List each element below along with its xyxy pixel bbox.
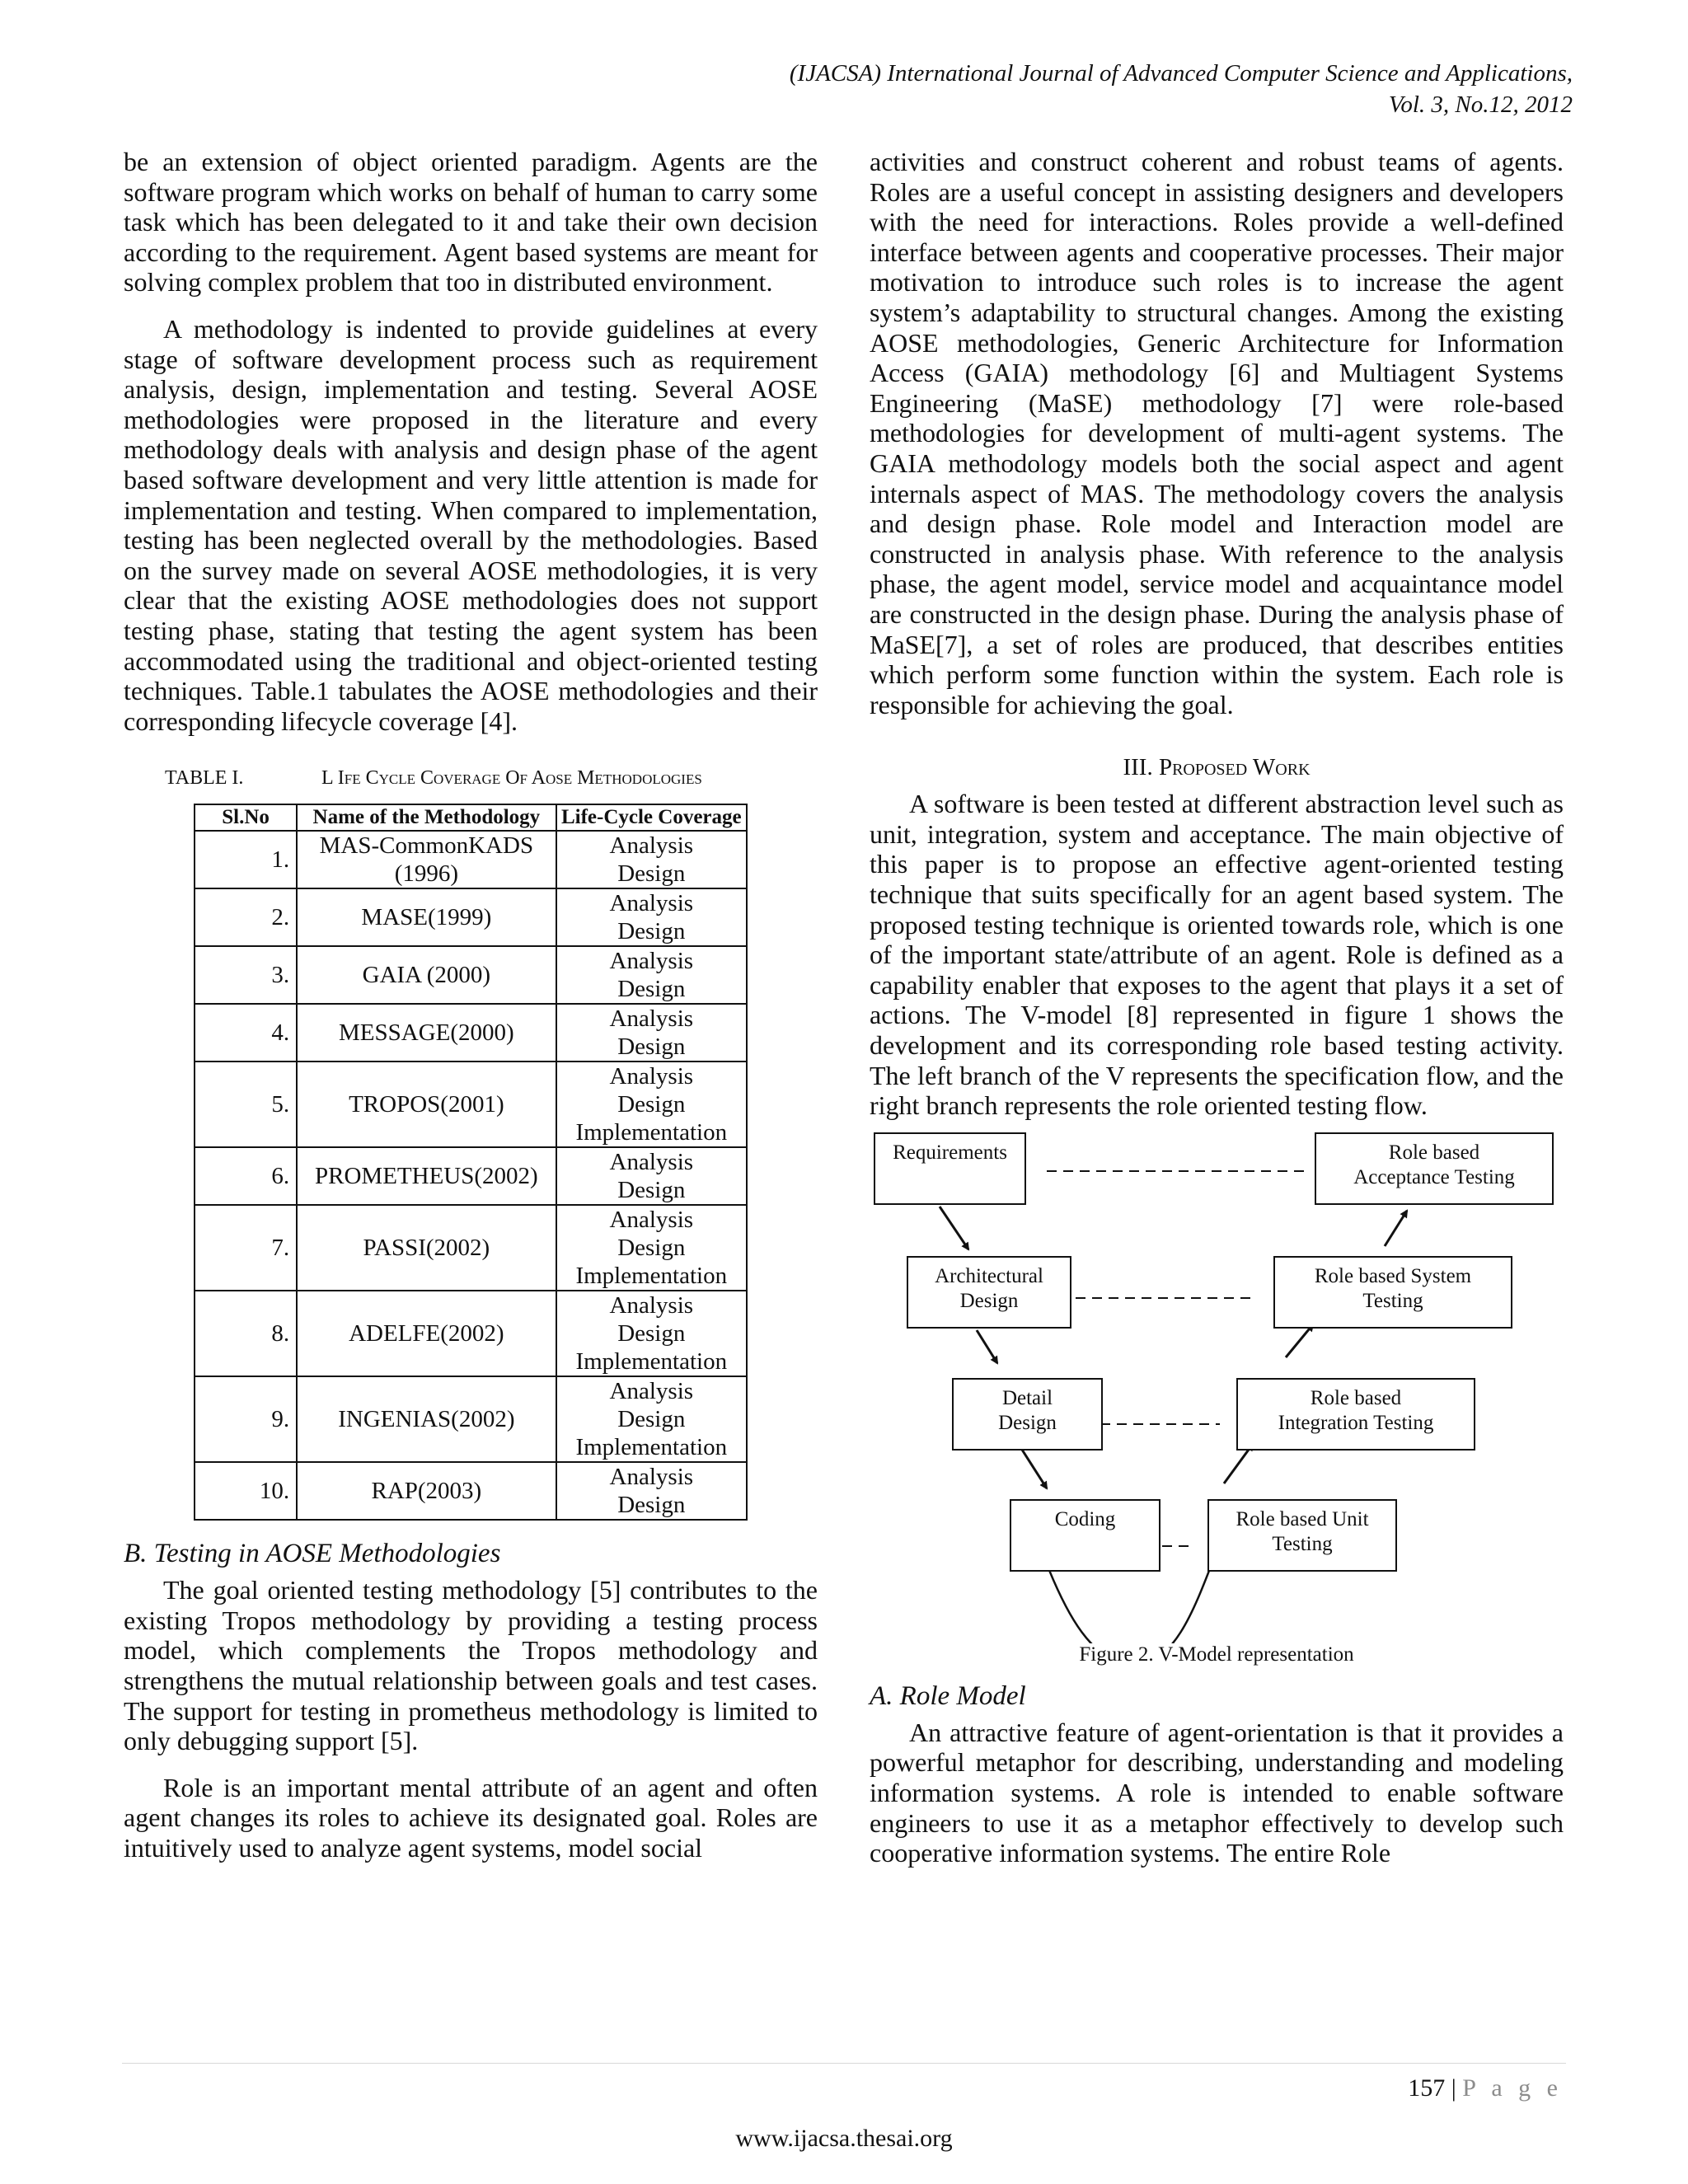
table-caption — [165, 766, 818, 790]
arrow-integration-to-system — [1286, 1324, 1313, 1357]
coverage-phase: Implementation — [575, 1348, 728, 1376]
coverage-phase: Analysis — [609, 1149, 694, 1176]
acceptance-testing-box: Role based Acceptance Testing — [1315, 1132, 1554, 1205]
architectural-design-box: Architectural Design — [907, 1256, 1071, 1329]
lifecycle-coverage — [556, 1147, 747, 1205]
coverage-phase: Analysis — [609, 1005, 694, 1033]
arrow-system-to-acceptance — [1385, 1211, 1407, 1246]
coverage-phase: Design — [617, 1320, 686, 1347]
section-heading-iii: III. Proposed Work — [1123, 754, 1311, 781]
coverage-phase: Analysis — [609, 890, 694, 917]
row-number: 9. — [195, 1376, 297, 1462]
row-number: 8. — [195, 1291, 297, 1376]
coverage-phase: Design — [617, 1177, 686, 1204]
coverage-phase: Analysis — [609, 1207, 694, 1234]
lifecycle-coverage — [556, 1062, 747, 1147]
header-coverage: Life-Cycle Coverage — [556, 804, 747, 831]
page-number — [1408, 2074, 1563, 2102]
page-word: P a g e — [1462, 2074, 1563, 2102]
coverage-phase: Design — [617, 1492, 686, 1519]
row-number: 10. — [195, 1462, 297, 1520]
methodology-table — [194, 804, 748, 1521]
coverage-phase: Implementation — [575, 1434, 728, 1461]
requirements-box: Requirements — [874, 1132, 1026, 1205]
coverage-phase: Implementation — [575, 1119, 728, 1146]
left-column — [124, 147, 818, 1863]
arrow-req-to-arch — [940, 1207, 968, 1249]
lifecycle-coverage — [556, 1205, 747, 1291]
lifecycle-coverage — [556, 1004, 747, 1062]
table-row — [195, 831, 747, 888]
table-header-row — [195, 804, 747, 831]
footer-divider — [122, 2063, 1566, 2064]
row-number: 1. — [195, 831, 297, 888]
row-number: 5. — [195, 1062, 297, 1147]
table-label: TABLE I. — [165, 767, 244, 790]
methodology-name: ADELFE(2002) — [297, 1291, 556, 1376]
coverage-phase: Design — [617, 1406, 686, 1433]
paragraph: The goal oriented testing methodology [5] contributes to the existing Tropos methodology by providing a testing process model, which complements the Tropos methodology and strengthens the mutual relationship between goals and test cases. The support for testing in prometheus methodology is limited to only debugging support [5]. — [124, 1575, 818, 1756]
coverage-phase: Design — [617, 860, 686, 888]
coverage-phase: Design — [617, 918, 686, 945]
table-body — [195, 831, 747, 1520]
table-row — [195, 1462, 747, 1520]
table-title: L Ife Cycle Coverage Of Aose Methodologies — [321, 767, 702, 790]
methodology-name: INGENIAS(2002) — [297, 1376, 556, 1462]
table-row — [195, 946, 747, 1004]
lifecycle-coverage — [556, 946, 747, 1004]
coverage-phase: Design — [617, 1033, 686, 1061]
lifecycle-coverage — [556, 888, 747, 946]
journal-header — [584, 58, 1573, 120]
row-number: 7. — [195, 1205, 297, 1291]
methodology-name: MAS-CommonKADS (1996) — [297, 831, 556, 888]
section-heading-b: B. Testing in AOSE Methodologies — [124, 1539, 501, 1569]
v-model-figure — [870, 1132, 1564, 1676]
methodology-name: PROMETHEUS(2002) — [297, 1147, 556, 1205]
row-number: 3. — [195, 946, 297, 1004]
paragraph: activities and construct coherent and robust teams of agents. Roles are a useful concept in assisting designers and developers with the need for interactions. Roles provide a well-defined interface between agents and cooperative processes. Their major motivation to introduce such roles is to increase the agent system’s adaptability to structural changes. Among the existing AOSE methodologies, Generic Architecture for Information Access (GAIA) methodology [6] and Multiagent Systems Engineering (MaSE) methodology [7] were role-based methodologies for development of multi-agent systems. The GAIA methodology models both the social aspect and agent internals aspect of MAS. The methodology covers the analysis and design phase. Role model and Interaction model are constructed in analysis phase. With reference to the analysis phase, the agent model, service model and acquaintance model are constructed in the design phase. During the analysis phase of MaSE[7], a set of roles are produced, that describes entities which perform some function within the system. Each role is responsible for achieving the goal. — [870, 147, 1564, 719]
right-column — [870, 147, 1564, 1868]
journal-url: www.ijacsa.thesai.org — [735, 2125, 953, 2152]
arrow-detail-to-coding — [1022, 1450, 1047, 1488]
coverage-phase: Design — [617, 1235, 686, 1262]
lifecycle-coverage — [556, 1376, 747, 1462]
system-testing-box: Role based System Testing — [1273, 1256, 1512, 1329]
section-heading-a: A. Role Model — [870, 1680, 1026, 1711]
coverage-phase: Analysis — [609, 832, 694, 860]
methodology-name: TROPOS(2001) — [297, 1062, 556, 1147]
table-row — [195, 1062, 747, 1147]
table-row — [195, 1147, 747, 1205]
coverage-phase: Analysis — [609, 1292, 694, 1319]
header-slno: Sl.No — [195, 804, 297, 831]
unit-testing-box: Role based Unit Testing — [1207, 1499, 1397, 1572]
coverage-phase: Analysis — [609, 948, 694, 975]
lifecycle-coverage — [556, 1462, 747, 1520]
paragraph: An attractive feature of agent-orientation is that it provides a powerful metaphor for describing, understanding and modeling information systems. A role is intended to enable software engineers to use it as a metaphor effectively to develop such cooperative information systems. The entire Role — [870, 1717, 1564, 1868]
table-row — [195, 1004, 747, 1062]
coverage-phase: Implementation — [575, 1263, 728, 1290]
methodology-name: MESSAGE(2000) — [297, 1004, 556, 1062]
table-row — [195, 1291, 747, 1376]
page-number-separator: | — [1451, 2074, 1456, 2102]
lifecycle-coverage — [556, 831, 747, 888]
lifecycle-coverage — [556, 1291, 747, 1376]
methodology-name: RAP(2003) — [297, 1462, 556, 1520]
coverage-phase: Design — [617, 976, 686, 1003]
integration-testing-box: Role based Integration Testing — [1236, 1378, 1475, 1451]
detail-design-box: Detail Design — [952, 1378, 1103, 1451]
page-number-value: 157 — [1408, 2074, 1446, 2102]
journal-volume: Vol. 3, No.12, 2012 — [1388, 91, 1573, 118]
coverage-phase: Analysis — [609, 1464, 694, 1491]
table-row — [195, 1376, 747, 1462]
table-row — [195, 1205, 747, 1291]
row-number: 4. — [195, 1004, 297, 1062]
figure-caption: Figure 2. V-Model representation — [1079, 1643, 1354, 1666]
methodology-name: MASE(1999) — [297, 888, 556, 946]
header-methodology: Name of the Methodology — [297, 804, 556, 831]
arrow-arch-to-detail — [977, 1330, 997, 1363]
paragraph: Role is an important mental attribute of an agent and often agent changes its roles to achieve its designated goal. Roles are intuitively used to analyze agent systems, model social — [124, 1772, 818, 1863]
paragraph: A software is been tested at different abstraction level such as unit, integration, system and acceptance. The main objective of this paper is to propose an effective agent-oriented testing technique that suits specifically for an agent based system. The proposed testing technique is oriented towards role, which is one of the important state/attribute of an agent. Role is defined as a capability enabler that exposes to the agent that plays it a set of actions. The V-model [8] represented in figure 1 shows the development and its corresponding role based testing activity. The left branch of the V represents the specification flow, and the right branch represents the role oriented testing flow. — [870, 789, 1564, 1121]
coding-box: Coding — [1010, 1499, 1160, 1572]
methodology-name: GAIA (2000) — [297, 946, 556, 1004]
journal-title: (IJACSA) International Journal of Advanced Computer Science and Applications, — [789, 60, 1573, 87]
coverage-phase: Analysis — [609, 1063, 694, 1090]
coverage-phase: Analysis — [609, 1378, 694, 1405]
methodology-name: PASSI(2002) — [297, 1205, 556, 1291]
paragraph: be an extension of object oriented paradigm. Agents are the software program which works on behalf of human to carry some task which has been delegated to it and take their own decision according to the requirement. Agent based systems are meant for solving complex problem that too in distributed environment. — [124, 147, 818, 298]
row-number: 6. — [195, 1147, 297, 1205]
coverage-phase: Design — [617, 1091, 686, 1118]
table-row — [195, 888, 747, 946]
paragraph: A methodology is indented to provide guidelines at every stage of software development process such as requirement analysis, design, implementation and testing. Several AOSE methodologies were proposed in the literature and every methodology deals with analysis and design phase of the agent based software development and very little attention is made for implementation and testing. When compared to implementation, testing has been neglected overall by the methodologies. Based on the survey made on several AOSE methodologies, it is very clear that the existing AOSE methodologies does not support testing phase, stating that testing the agent system has been accommodated using the traditional and object-oriented testing techniques. Table.1 tabulates the AOSE methodologies and their corresponding lifecycle coverage [4]. — [124, 313, 818, 736]
row-number: 2. — [195, 888, 297, 946]
